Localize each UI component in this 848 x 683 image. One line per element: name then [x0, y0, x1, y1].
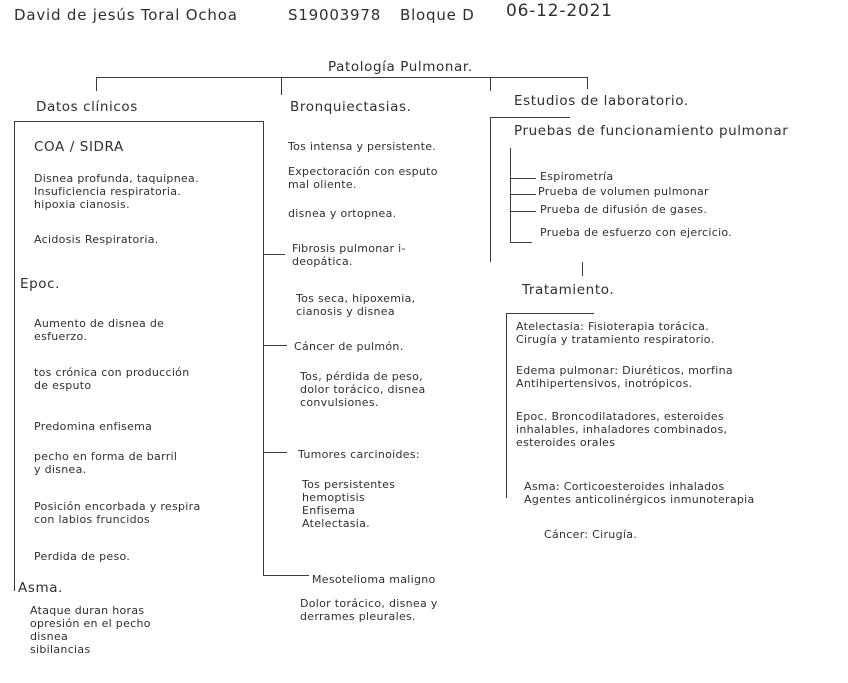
tratamiento-item-3: Epoc. Broncodilatadores, esteroides inhalables, inhaladores combinados, esteroides orales: [516, 410, 728, 449]
fibrosis-item-1: Tos seca, hipoxemia, cianosis y disnea: [296, 292, 416, 318]
mesotelioma-connector: [263, 575, 309, 576]
pruebas-item-4: Prueba de esfuerzo con ejercicio.: [540, 226, 733, 239]
bronq-heading: Bronquiectasias.: [290, 99, 412, 115]
pruebas-item-1: Espirometría: [540, 170, 614, 183]
tumores-connector: [263, 452, 287, 453]
pruebas-tick-3: [510, 211, 536, 212]
date: 06-12-2021: [506, 1, 613, 21]
bronq-item-1: Tos intensa y persistente.: [288, 140, 437, 153]
epoc-item-1: Aumento de disnea de esfuerzo.: [34, 317, 165, 343]
mesotelioma-heading: Mesotelioma maligno: [312, 573, 436, 586]
connector-bronq: [281, 77, 282, 95]
tratamiento-item-5: Cáncer: Cirugía.: [544, 528, 638, 541]
fibrosis-heading: Fibrosis pulmonar i- deopática.: [292, 242, 406, 268]
pruebas-item-3: Prueba de difusión de gases.: [540, 203, 708, 216]
coa-item-2: Acidosis Respiratoria.: [34, 233, 159, 246]
connector-datos: [96, 77, 97, 91]
cancer-connector: [263, 345, 287, 346]
coa-heading: COA / SIDRA: [34, 139, 124, 155]
tumores-item-1: Tos persistentes hemoptisis Enfisema Atelectasia.: [302, 478, 396, 530]
pruebas-bracket: [510, 148, 511, 243]
datos-heading: Datos clínicos: [36, 99, 138, 115]
cancer-heading: Cáncer de pulmón.: [294, 340, 404, 353]
epoc-item-6: Perdida de peso.: [34, 550, 131, 563]
tumores-heading: Tumores carcinoides:: [298, 448, 420, 461]
fibrosis-connector: [263, 254, 285, 255]
tratamiento-box-top: [506, 313, 594, 314]
epoc-item-4: pecho en forma de barril y disnea.: [34, 450, 178, 476]
bronq-item-2: Expectoración con esputo mal oliente.: [288, 165, 438, 191]
title-connector: [96, 77, 588, 78]
epoc-item-5: Posición encorbada y respira con labios fruncidos: [34, 500, 201, 526]
pruebas-tick-1: [510, 178, 536, 179]
tratamiento-item-1: Atelectasia: Fisioterapia torácica. Cirugía y tratamiento respiratorio.: [516, 320, 715, 346]
asma-heading: Asma.: [18, 580, 63, 596]
page-title: Patología Pulmonar.: [328, 59, 473, 75]
student-id: S19003978: [288, 6, 382, 24]
lab-box-top: [490, 117, 570, 118]
pruebas-tick-2: [510, 194, 536, 195]
asma-item-1: Ataque duran horas opresión en el pecho disnea sibilancias: [30, 604, 151, 656]
tratamiento-box-left: [506, 313, 507, 498]
bronq-item-3: disnea y ortopnea.: [288, 207, 397, 220]
lab-heading: Estudios de laboratorio.: [514, 93, 689, 109]
pruebas-tick-4: [510, 242, 532, 243]
epoc-item-2: tos crónica con producción de esputo: [34, 366, 190, 392]
connector-lab: [490, 77, 491, 91]
mesotelioma-item-1: Dolor torácico, disnea y derrames pleurales.: [300, 597, 438, 623]
tratamiento-heading: Tratamiento.: [522, 282, 615, 298]
datos-box-left: [14, 121, 15, 591]
tratamiento-item-2: Edema pulmonar: Diuréticos, morfina Antihipertensivos, inotrópicos.: [516, 364, 733, 390]
student-name: David de jesús Toral Ochoa: [14, 6, 238, 24]
pruebas-item-2: Prueba de volumen pulmonar: [538, 185, 709, 198]
lab-box-left: [490, 117, 491, 262]
coa-item-1: Disnea profunda, taquipnea. Insuficiencia respiratoria. hipoxia cianosis.: [34, 172, 199, 211]
tratamiento-item-4: Asma: Corticoesteroides inhalados Agentes anticolinérgicos inmunoterapia: [524, 480, 755, 506]
pruebas-heading: Pruebas de funcionamiento pulmonar: [514, 123, 789, 139]
connector-lab-right: [587, 77, 588, 89]
epoc-heading: Epoc.: [20, 276, 61, 292]
group-label: Bloque D: [400, 6, 475, 24]
cancer-item-1: Tos, pérdida de peso, dolor torácico, disnea convulsiones.: [300, 370, 426, 409]
tratamiento-connector: [582, 262, 583, 276]
epoc-item-3: Predomina enfisema: [34, 420, 153, 433]
datos-box-right: [263, 121, 264, 576]
datos-box-top: [14, 121, 264, 122]
